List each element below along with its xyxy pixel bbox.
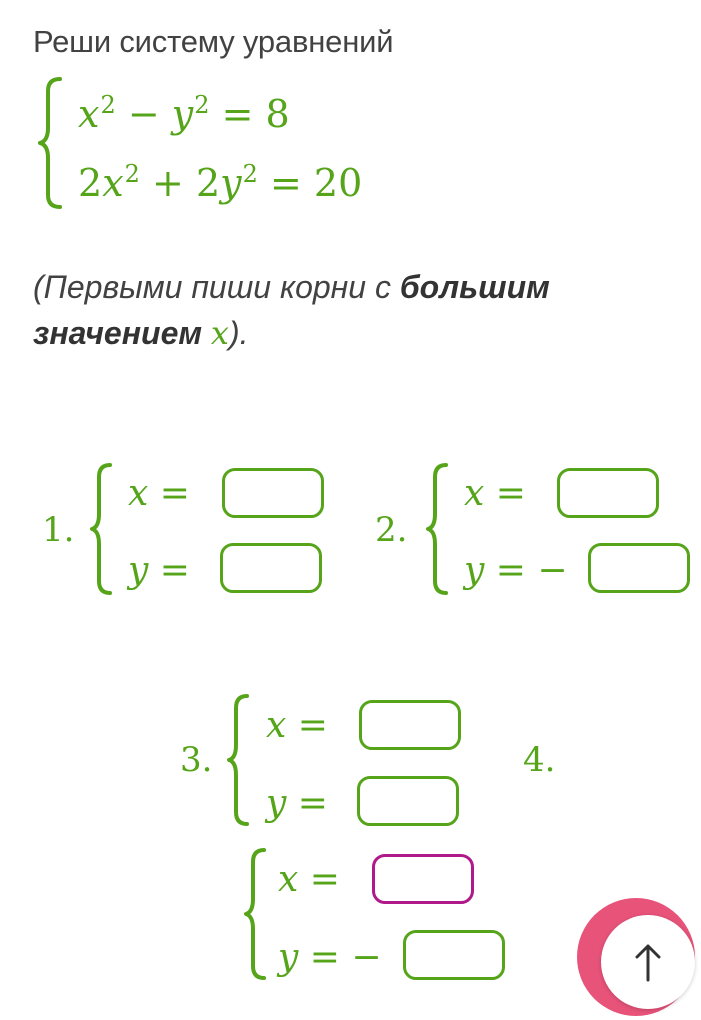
answer-1-y-label: y = (128, 550, 190, 591)
answer-3-number: 3. (180, 740, 213, 780)
answer-2-x-input[interactable] (557, 468, 659, 518)
ordering-note: (Первыми пиши корни с большим значением x). (33, 269, 550, 352)
answer-2-x-label: x = (464, 473, 526, 514)
answer-2-brace (424, 462, 452, 596)
answer-4-brace (242, 847, 270, 981)
answer-1-brace (88, 462, 116, 596)
answer-3-x-label: x = (266, 705, 328, 746)
arrow-up-icon (633, 942, 663, 982)
answer-2-y-input[interactable] (588, 543, 690, 593)
answer-1-x-input[interactable] (222, 468, 324, 518)
system-brace (36, 76, 66, 210)
answer-4-x-label: x = (278, 859, 340, 900)
answer-1-number: 1. (42, 510, 75, 550)
answer-3-y-label: y = (266, 783, 328, 824)
answer-2-number: 2. (375, 510, 408, 550)
answer-4-x-input[interactable] (372, 854, 474, 904)
task-prompt: Реши систему уравнений (33, 24, 394, 59)
answer-1-x-label: x = (128, 473, 190, 514)
answer-4-y-label: y = − (278, 937, 382, 978)
answer-2-y-label: y = − (464, 550, 568, 591)
answer-4-y-input[interactable] (403, 930, 505, 980)
answer-4-number: 4. (523, 740, 556, 780)
system-equation-1: $x^2 - y^2 = 8$ (78, 91, 290, 136)
answer-3-y-input[interactable] (357, 776, 459, 826)
answer-3-x-input[interactable] (359, 700, 461, 750)
answer-3-brace (225, 693, 253, 827)
answer-1-y-input[interactable] (220, 543, 322, 593)
scroll-top-button[interactable] (577, 898, 701, 1020)
system-equation-2: $2x^2 + 2y^2 = 20$ (78, 160, 363, 205)
